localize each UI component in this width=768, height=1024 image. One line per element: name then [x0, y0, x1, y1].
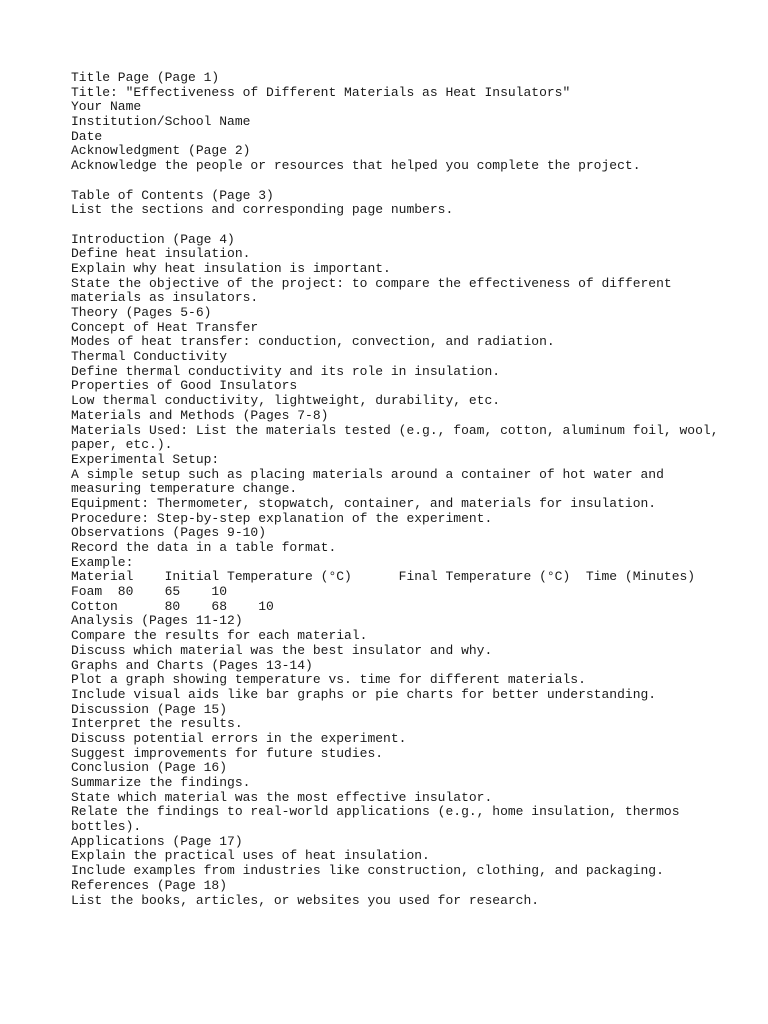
text-line: Concept of Heat Transfer	[71, 319, 259, 335]
text-line: materials as insulators.	[71, 290, 259, 306]
text-line: Explain the practical uses of heat insulation.	[71, 848, 430, 864]
text-line: Suggest improvements for future studies.	[71, 745, 384, 761]
text-line: References (Page 18)	[71, 877, 228, 893]
text-line: Table of Contents (Page 3)	[71, 187, 274, 203]
text-line: Properties of Good Insulators	[71, 378, 298, 394]
text-line: Define thermal conductivity and its role in insulation.	[71, 363, 501, 379]
text-line: measuring temperature change.	[71, 481, 298, 497]
text-line: Procedure: Step-by-step explanation of the experiment.	[71, 510, 493, 526]
text-line: Include visual aids like bar graphs or pie charts for better understanding.	[71, 686, 657, 702]
text-line: Your Name	[71, 99, 142, 115]
text-line: Equipment: Thermometer, stopwatch, container, and materials for insulation.	[71, 495, 657, 511]
text-line: Define heat insulation.	[71, 246, 251, 262]
text-line: Modes of heat transfer: conduction, convection, and radiation.	[71, 334, 555, 350]
text-line: List the books, articles, or websites you used for research.	[71, 892, 540, 908]
text-line: Analysis (Pages 11-12)	[71, 613, 243, 629]
text-line: Low thermal conductivity, lightweight, durability, etc.	[71, 393, 501, 409]
document-body	[71, 70, 719, 908]
blank-line	[71, 218, 711, 233]
text-line: Discuss which material was the best insulator and why.	[71, 642, 493, 658]
text-line: Material Initial Temperature (°C) Final Temperature (°C) Time (Minutes)	[71, 569, 696, 585]
text-line: Cotton 80 68 10	[71, 598, 274, 614]
text-line: Acknowledgment (Page 2)	[71, 143, 251, 159]
text-line: Experimental Setup:	[71, 451, 220, 467]
text-line: bottles).	[71, 819, 142, 835]
text-line: paper, etc.).	[71, 437, 173, 453]
text-line: Institution/School Name	[71, 114, 251, 130]
blank-line	[71, 174, 711, 189]
text-line: Explain why heat insulation is important.	[71, 260, 391, 276]
text-line: Discuss potential errors in the experiment.	[71, 730, 407, 746]
text-line: Summarize the findings.	[71, 775, 251, 790]
text-line: Interpret the results.	[71, 716, 243, 732]
text-line: State which material was the most effective insulator.	[71, 789, 493, 805]
text-line: Discussion (Page 15)	[71, 701, 228, 717]
text-line: Conclusion (Page 16)	[71, 760, 228, 776]
text-line: Example:	[71, 554, 134, 570]
text-line: Acknowledge the people or resources that helped you complete the project.	[71, 158, 641, 174]
text-line: Relate the findings to real-world applications (e.g., home insulation, thermos	[71, 804, 680, 820]
text-line: State the objective of the project: to compare the effectiveness of different	[71, 275, 672, 291]
text-line: Foam 80 65 10	[71, 584, 228, 600]
text-line: Plot a graph showing temperature vs. time for different materials.	[71, 672, 586, 688]
text-line: Graphs and Charts (Pages 13-14)	[71, 657, 313, 673]
text-line: Introduction (Page 4)	[71, 231, 235, 247]
text-line: Applications (Page 17)	[71, 833, 243, 849]
text-line: Materials and Methods (Pages 7-8)	[71, 407, 329, 423]
text-line: Record the data in a table format.	[71, 540, 337, 555]
text-line: Observations (Pages 9-10)	[71, 525, 267, 541]
text-line: A simple setup such as placing materials around a container of hot water and	[71, 466, 664, 482]
text-line: Date	[71, 128, 103, 144]
text-line: Title: "Effectiveness of Different Materials as Heat Insulators"	[71, 84, 571, 100]
text-line: Thermal Conductivity	[71, 349, 228, 365]
text-line: List the sections and corresponding page numbers.	[71, 202, 454, 218]
text-line: Compare the results for each material.	[71, 628, 368, 644]
text-line: Include examples from industries like construction, clothing, and packaging.	[71, 863, 664, 879]
text-line: Materials Used: List the materials tested (e.g., foam, cotton, aluminum foil, wool,	[71, 422, 719, 438]
text-line: Title Page (Page 1)	[71, 70, 220, 85]
text-line: Theory (Pages 5-6)	[71, 305, 212, 320]
